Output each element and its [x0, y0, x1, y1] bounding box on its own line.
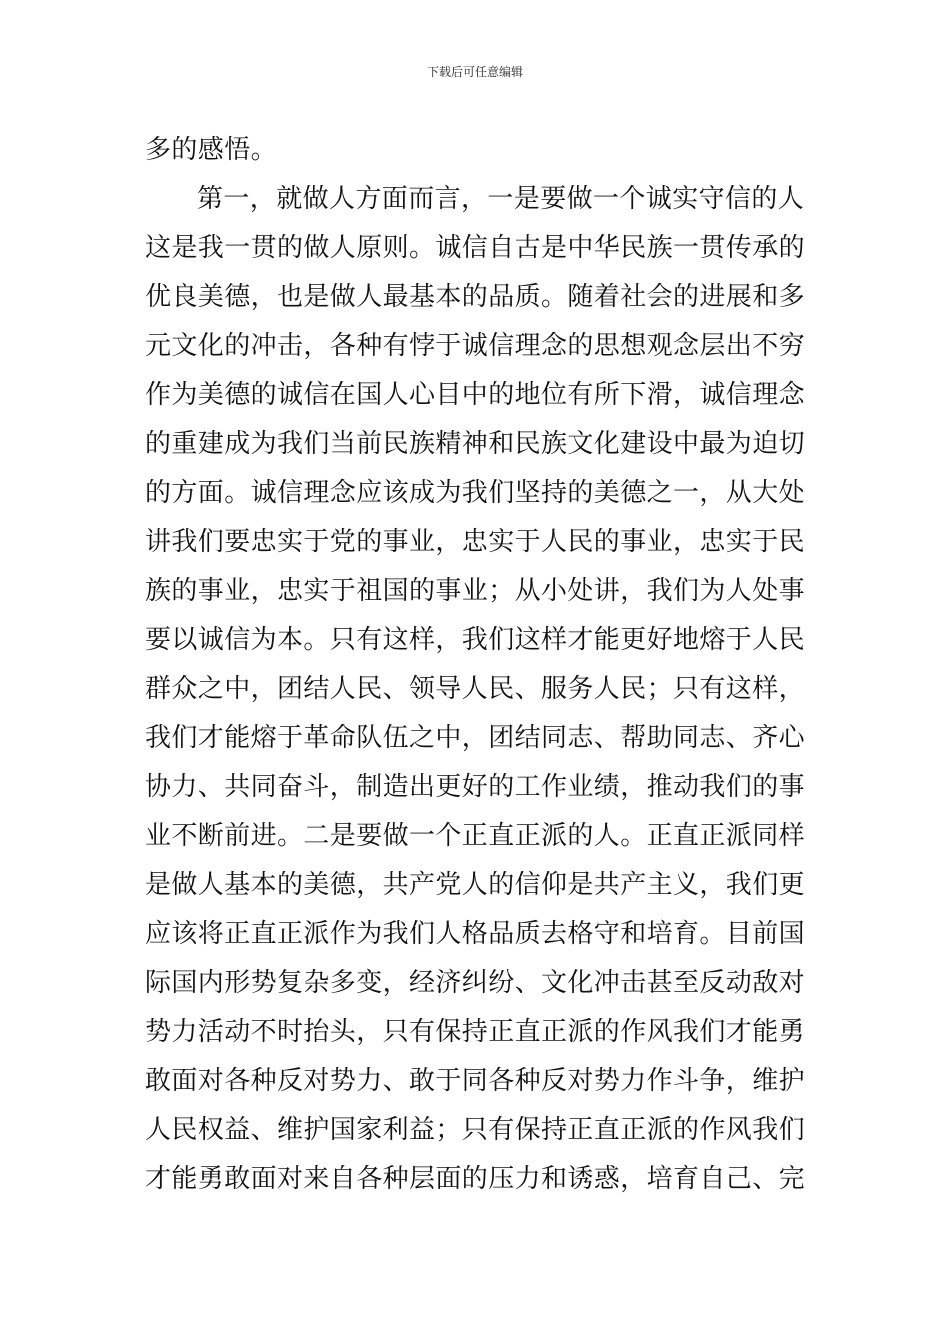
- text-line: 是做人基本的美德，共产党人的信仰是共产主义，我们更: [145, 870, 806, 900]
- text-line: 群众之中，团结人民、领导人民、服务人民；只有这样，: [145, 674, 806, 704]
- text-line: 要以诚信为本。只有这样，我们这样才能更好地熔于人民: [145, 625, 806, 655]
- text-line: 业不断前进。二是要做一个正直正派的人。正直正派同样: [145, 821, 806, 851]
- text-line: 协力、共同奋斗，制造出更好的工作业绩，推动我们的事: [145, 772, 806, 802]
- text-line: 我们才能熔于革命队伍之中，团结同志、帮助同志、齐心: [145, 723, 806, 753]
- text-line: 才能勇敢面对来自各种层面的压力和诱惑，培育自己、完: [145, 1164, 806, 1194]
- text-line: 优良美德，也是做人最基本的品质。随着社会的进展和多: [145, 282, 806, 312]
- text-line: 势力活动不时抬头，只有保持正直正派的作风我们才能勇: [145, 1017, 806, 1047]
- text-line: 的方面。诚信理念应该成为我们坚持的美德之一，从大处: [145, 478, 806, 508]
- text-line: 的重建成为我们当前民族精神和民族文化建设中最为迫切: [145, 429, 806, 459]
- text-line: 应该将正直正派作为我们人格品质去格守和培育。目前国: [145, 919, 806, 949]
- text-line: 际国内形势复杂多变，经济纠纷、文化冲击甚至反动敌对: [145, 968, 806, 998]
- text-line: 元文化的冲击，各种有悖于诚信理念的思想观念层出不穷: [145, 331, 806, 361]
- text-line: 第一，就做人方面而言，一是要做一个诚实守信的人: [197, 184, 805, 214]
- document-body: [145, 126, 810, 1204]
- text-line: 人民权益、维护国家利益；只有保持正直正派的作风我们: [145, 1115, 806, 1145]
- text-line: 作为美德的诚信在国人心目中的地位有所下滑，诚信理念: [145, 380, 806, 410]
- text-line: 这是我一贯的做人原则。诚信自古是中华民族一贯传承的: [145, 233, 806, 263]
- text-line: 多的感悟。: [145, 135, 278, 165]
- text-line: 敢面对各种反对势力、敢于同各种反对势力作斗争，维护: [145, 1066, 806, 1096]
- text-line: 族的事业，忠实于祖国的事业；从小处讲，我们为人处事: [145, 576, 806, 606]
- page-header: 下载后可任意编辑: [426, 65, 523, 79]
- text-line: 讲我们要忠实于党的事业，忠实于人民的事业，忠实于民: [145, 527, 806, 557]
